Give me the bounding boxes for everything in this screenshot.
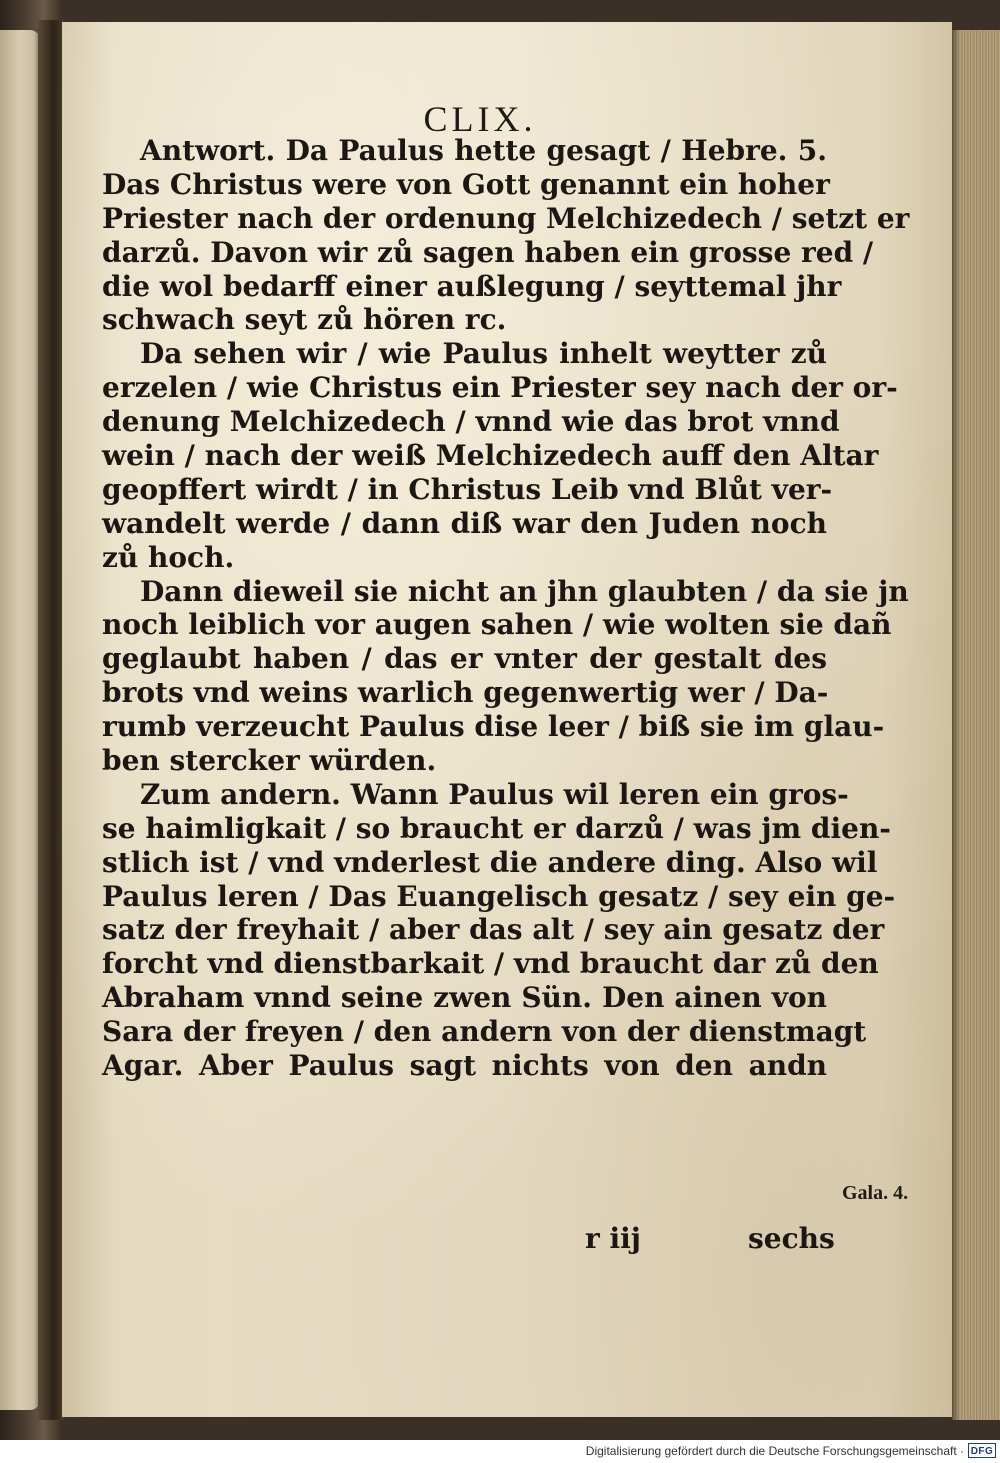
text-line: satz der freyhait / aber das alt / sey ain gesatz der <box>102 913 885 947</box>
text-line: Das Christus were von Gott genannt ein hoher <box>102 167 830 201</box>
text-line: Agar. Aber Paulus sagt nichts von den andn <box>102 1049 827 1083</box>
text-line: geglaubt haben / das er vnter der gestalt des <box>102 642 827 676</box>
catchword: sechs <box>748 1222 835 1255</box>
book-gutter <box>38 20 64 1420</box>
text-line: wandelt werde / dann diß war den Juden noch <box>102 506 827 540</box>
left-page-edge <box>0 30 40 1410</box>
footer-credit: Digitalisierung gefördert durch die Deutsche Forschungsgemeinschaft · <box>585 1444 964 1458</box>
page-body-text <box>102 134 910 1083</box>
text-line: zů hoch. <box>102 540 235 574</box>
text-line: geopffert wirdt / in Christus Leib vnd Blůt ver- <box>102 472 833 506</box>
text-line: wein / nach der weiß Melchizedech auff den Altar <box>102 439 879 473</box>
dfg-logo-icon: DFG <box>968 1443 996 1458</box>
text-line: noch leiblich vor augen sahen / wie wolten sie dañ <box>102 608 892 642</box>
text-line: schwach seyt zů hören rc. <box>102 303 507 337</box>
text-line: Priester nach der ordenung Melchizedech / setzt er <box>102 201 910 235</box>
folio-number: CLIX. <box>423 99 537 139</box>
text-line: darzů. Davon wir zů sagen haben ein grosse red / <box>102 235 874 269</box>
text-line: Abraham vnnd seine zwen Sün. Den ainen von <box>102 981 827 1015</box>
text-line: Zum andern. Wann Paulus wil leren ein gros- <box>140 777 849 811</box>
text-line: rumb verzeucht Paulus dise leer / biß sie im glau- <box>102 710 885 744</box>
text-line: Sara der freyen / den andern von der dienstmagt <box>102 1015 867 1049</box>
text-line: Antwort. Da Paulus hette gesagt / Hebre. 5. <box>140 134 827 167</box>
text-line: Da sehen wir / wie Paulus inhelt weytter zů <box>140 337 827 371</box>
text-line: Dann dieweil sie nicht an jhn glaubten / da sie jn <box>140 574 909 608</box>
text-line: Paulus leren / Das Euangelisch gesatz / sey ein ge- <box>102 879 896 913</box>
text-line: forcht vnd dienstbarkait / vnd braucht dar zů den <box>102 947 879 981</box>
text-line: erzelen / wie Christus ein Priester sey nach der or- <box>102 371 898 405</box>
text-line: stlich ist / vnd vnderlest die andere ding. Also wil <box>102 845 878 879</box>
text-line: die wol bedarff einer außlegung / seyttemal jhr <box>102 269 842 303</box>
signature-mark: r iij <box>585 1222 641 1255</box>
text-line: se haimligkait / so braucht er darzů / was jm dien- <box>102 811 891 845</box>
margin-note: Gala. 4. <box>842 1182 909 1204</box>
page-fore-edge <box>952 30 1000 1420</box>
text-line: ben stercker würden. <box>102 744 437 778</box>
text-line: brots vnd weins warlich gegenwertig wer / Da- <box>102 676 829 710</box>
text-line: denung Melchizedech / vnnd wie das brot vnnd <box>102 405 840 439</box>
